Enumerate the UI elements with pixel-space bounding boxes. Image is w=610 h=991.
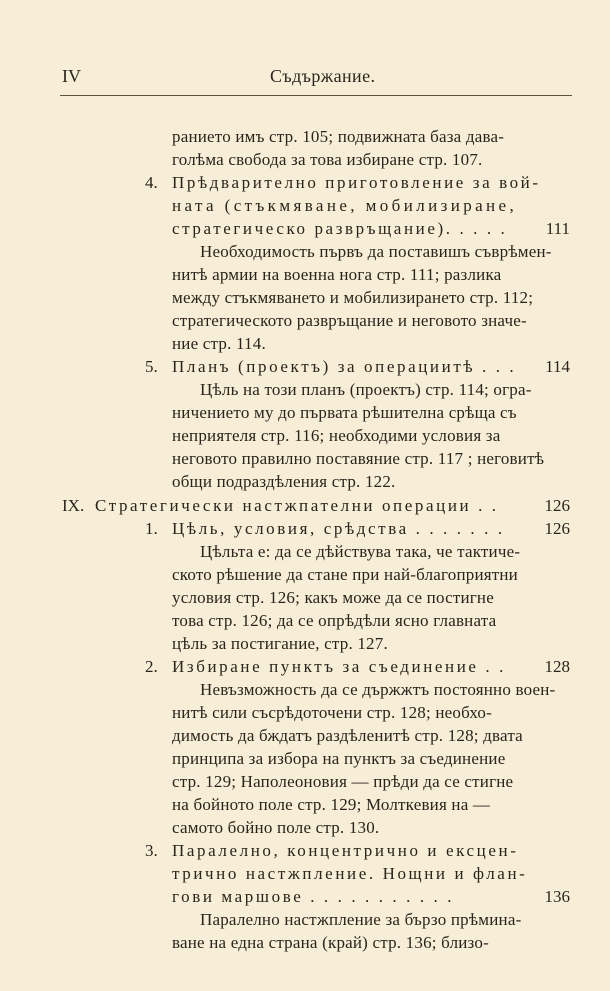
toc-text-line: неприятеля стр. 116; необходими условия за — [172, 426, 501, 445]
toc-text-line: ничението му до първата рѣшителна срѣща съ — [172, 403, 517, 422]
entry-page-number: 114 — [545, 357, 570, 376]
toc-text-line: нитѣ сили съсрѣдоточени стр. 128; необхо- — [172, 703, 492, 722]
toc-text-line: неговото правилно поставяние стр. 117 ; неговитѣ — [172, 449, 545, 468]
entry-title: гови маршове . . . . . . . . . . . — [172, 887, 455, 906]
entry-number: 3. — [145, 841, 158, 860]
page-title: Съдържание. — [270, 66, 376, 86]
entry-page-number: 128 — [544, 657, 570, 676]
toc-text-line: принципа за избора на пунктъ за съединение — [172, 749, 506, 768]
entry-title: стратегическо развръщание). . . . . — [172, 219, 508, 238]
toc-text-line: между стъкмяването и мобилизирането стр. 112; — [172, 288, 534, 307]
toc-text-line: нитѣ армии на военна нога стр. 111; разлика — [172, 265, 502, 284]
toc-text-line: стратегическото развръщание и неговото значе- — [172, 311, 527, 330]
chapter-page-number: 126 — [544, 496, 570, 515]
entry-title: Паралелно, концентрично и ексцен- — [172, 841, 519, 860]
entry-title: Избиране пунктъ за съединение . . — [172, 657, 506, 676]
toc-text-line: Невъзможность да се държжтъ постоянно воен- — [200, 680, 556, 699]
toc-text-line: Необходимость първъ да поставишъ съврѣмен- — [200, 242, 552, 261]
toc-text-line: самото бойно поле стр. 130. — [172, 818, 380, 837]
toc-text-line: ското рѣшение да стане при най-благоприятни — [172, 565, 518, 584]
entry-number: 4. — [145, 173, 158, 192]
toc-text-line: общи подраздѣления стр. 122. — [172, 472, 396, 491]
entry-number: 2. — [145, 657, 158, 676]
chapter-title: Стратегически настжпателни операции . . — [95, 496, 499, 515]
entry-title: Планъ (проектъ) за операциитѣ . . . — [172, 357, 517, 376]
toc-text-line: цѣль за постигание, стр. 127. — [172, 634, 388, 653]
entry-title: Прѣдварително приготовление за вой- — [172, 173, 541, 192]
entry-number: 5. — [145, 357, 158, 376]
toc-text-line: голѣма свобода за това избиране стр. 107. — [172, 150, 483, 169]
toc-text-line: Цѣль на този планъ (проектъ) стр. 114; огра- — [200, 380, 532, 399]
header-rule — [60, 95, 572, 96]
toc-text-line: на бойното поле стр. 129; Молткевия на — — [172, 795, 491, 814]
entry-title: трично настжпление. Нощни и флан- — [172, 864, 528, 883]
entry-title: Цѣль, условия, срѣдства . . . . . . . — [172, 519, 505, 538]
toc-text-line: условия стр. 126; какъ може да се постигне — [172, 588, 494, 607]
page-number: IV — [62, 66, 81, 86]
toc-text-line: ване на една страна (край) стр. 136; близо- — [172, 933, 489, 952]
toc-text-line: димость да бждатъ раздѣленитѣ стр. 128; двата — [172, 726, 523, 745]
toc-text-line: това стр. 126; да се опрѣдѣли ясно главната — [172, 611, 497, 630]
toc-text-line: стр. 129; Наполеоновия — прѣди да се стигне — [172, 772, 514, 791]
toc-text-line: ние стр. 114. — [172, 334, 266, 353]
entry-number: 1. — [145, 519, 158, 538]
toc-text-line: Паралелно настжпление за бързо прѣмина- — [200, 910, 522, 929]
entry-title: ната (стъкмяване, мобилизиране, — [172, 196, 518, 215]
entry-page-number: 111 — [545, 219, 570, 238]
toc-text-line: ранието имъ стр. 105; подвижната база дава- — [172, 127, 505, 146]
entry-page-number: 126 — [544, 519, 570, 538]
entry-page-number: 136 — [544, 887, 570, 906]
toc-text-line: Цѣльта е: да се дѣйствува така, че тактиче- — [200, 542, 521, 561]
chapter-number: IX. — [62, 496, 85, 515]
